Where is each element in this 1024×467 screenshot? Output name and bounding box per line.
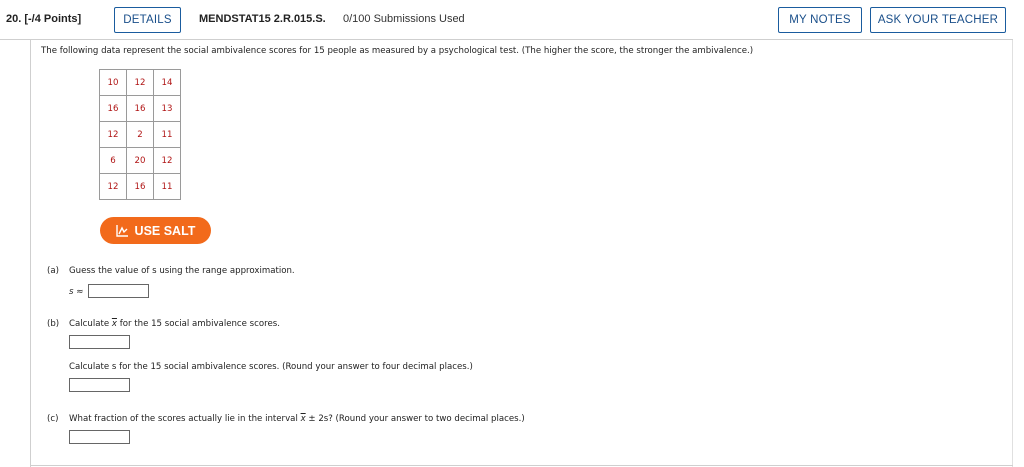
question-number: 20. [-/4 Points] bbox=[6, 13, 82, 25]
x-bar-symbol: $\overline{x}$ bbox=[111, 319, 117, 329]
table-cell: 20 bbox=[127, 148, 154, 174]
table-cell: 13 bbox=[154, 96, 181, 122]
table-row bbox=[100, 70, 181, 96]
course-code: MENDSTAT15 2.R.015.S. bbox=[199, 13, 326, 25]
part-a-text: Guess the value of s using the range approximation. bbox=[69, 266, 295, 276]
part-a-label: (a) bbox=[47, 266, 59, 276]
table-cell: 6 bbox=[100, 148, 127, 174]
s-approx-label: s ≈ bbox=[69, 287, 84, 297]
part-b-label: (b) bbox=[47, 319, 60, 329]
submissions-count: 0/100 Submissions Used bbox=[343, 13, 465, 25]
table-row bbox=[100, 174, 181, 200]
part-b-text-before: Calculate bbox=[69, 319, 112, 329]
question-intro: The following data represent the social ambivalence scores for 15 people as measured by a psychological test. (The higher the score, the stronger the ambivalence.) bbox=[41, 46, 754, 56]
table-cell: 2 bbox=[127, 122, 154, 148]
std-dev-input[interactable] bbox=[69, 378, 130, 392]
part-b-text bbox=[69, 319, 280, 329]
mean-input[interactable] bbox=[69, 335, 130, 349]
part-c-text-after: ± 2s? (Round your answer to two decimal places.) bbox=[305, 414, 525, 424]
table-cell: 12 bbox=[154, 148, 181, 174]
part-c-label: (c) bbox=[47, 414, 59, 424]
data-table bbox=[99, 69, 181, 200]
part-b-text2: Calculate s for the 15 social ambivalence scores. (Round your answer to four decimal places.) bbox=[69, 362, 473, 372]
use-salt-label: USE SALT bbox=[134, 223, 196, 238]
fraction-input[interactable] bbox=[69, 430, 130, 444]
use-salt-button[interactable] bbox=[100, 217, 211, 244]
table-cell: 12 bbox=[127, 70, 154, 96]
details-button[interactable]: DETAILS bbox=[114, 7, 181, 33]
left-border bbox=[30, 40, 31, 467]
table-cell: 14 bbox=[154, 70, 181, 96]
ask-teacher-button[interactable]: ASK YOUR TEACHER bbox=[870, 7, 1006, 33]
bottom-border bbox=[30, 465, 1013, 466]
x-bar-symbol: $\overline{x}$ bbox=[300, 414, 306, 424]
table-cell: 16 bbox=[127, 174, 154, 200]
s-approx-input[interactable] bbox=[88, 284, 149, 298]
my-notes-button[interactable]: MY NOTES bbox=[778, 7, 862, 33]
part-b-text-after: for the 15 social ambivalence scores. bbox=[116, 319, 280, 329]
table-cell: 10 bbox=[100, 70, 127, 96]
table-cell: 11 bbox=[154, 122, 181, 148]
part-c-text bbox=[69, 414, 525, 424]
table-cell: 16 bbox=[127, 96, 154, 122]
table-cell: 11 bbox=[154, 174, 181, 200]
table-row bbox=[100, 96, 181, 122]
question-header bbox=[0, 0, 1024, 40]
table-cell: 16 bbox=[100, 96, 127, 122]
salt-chart-icon bbox=[116, 225, 129, 237]
part-c-text-before: What fraction of the scores actually lie in the interval bbox=[69, 414, 301, 424]
table-cell: 12 bbox=[100, 122, 127, 148]
right-border bbox=[1012, 40, 1013, 467]
header-divider bbox=[0, 39, 1013, 40]
table-cell: 12 bbox=[100, 174, 127, 200]
table-row bbox=[100, 122, 181, 148]
table-row bbox=[100, 148, 181, 174]
